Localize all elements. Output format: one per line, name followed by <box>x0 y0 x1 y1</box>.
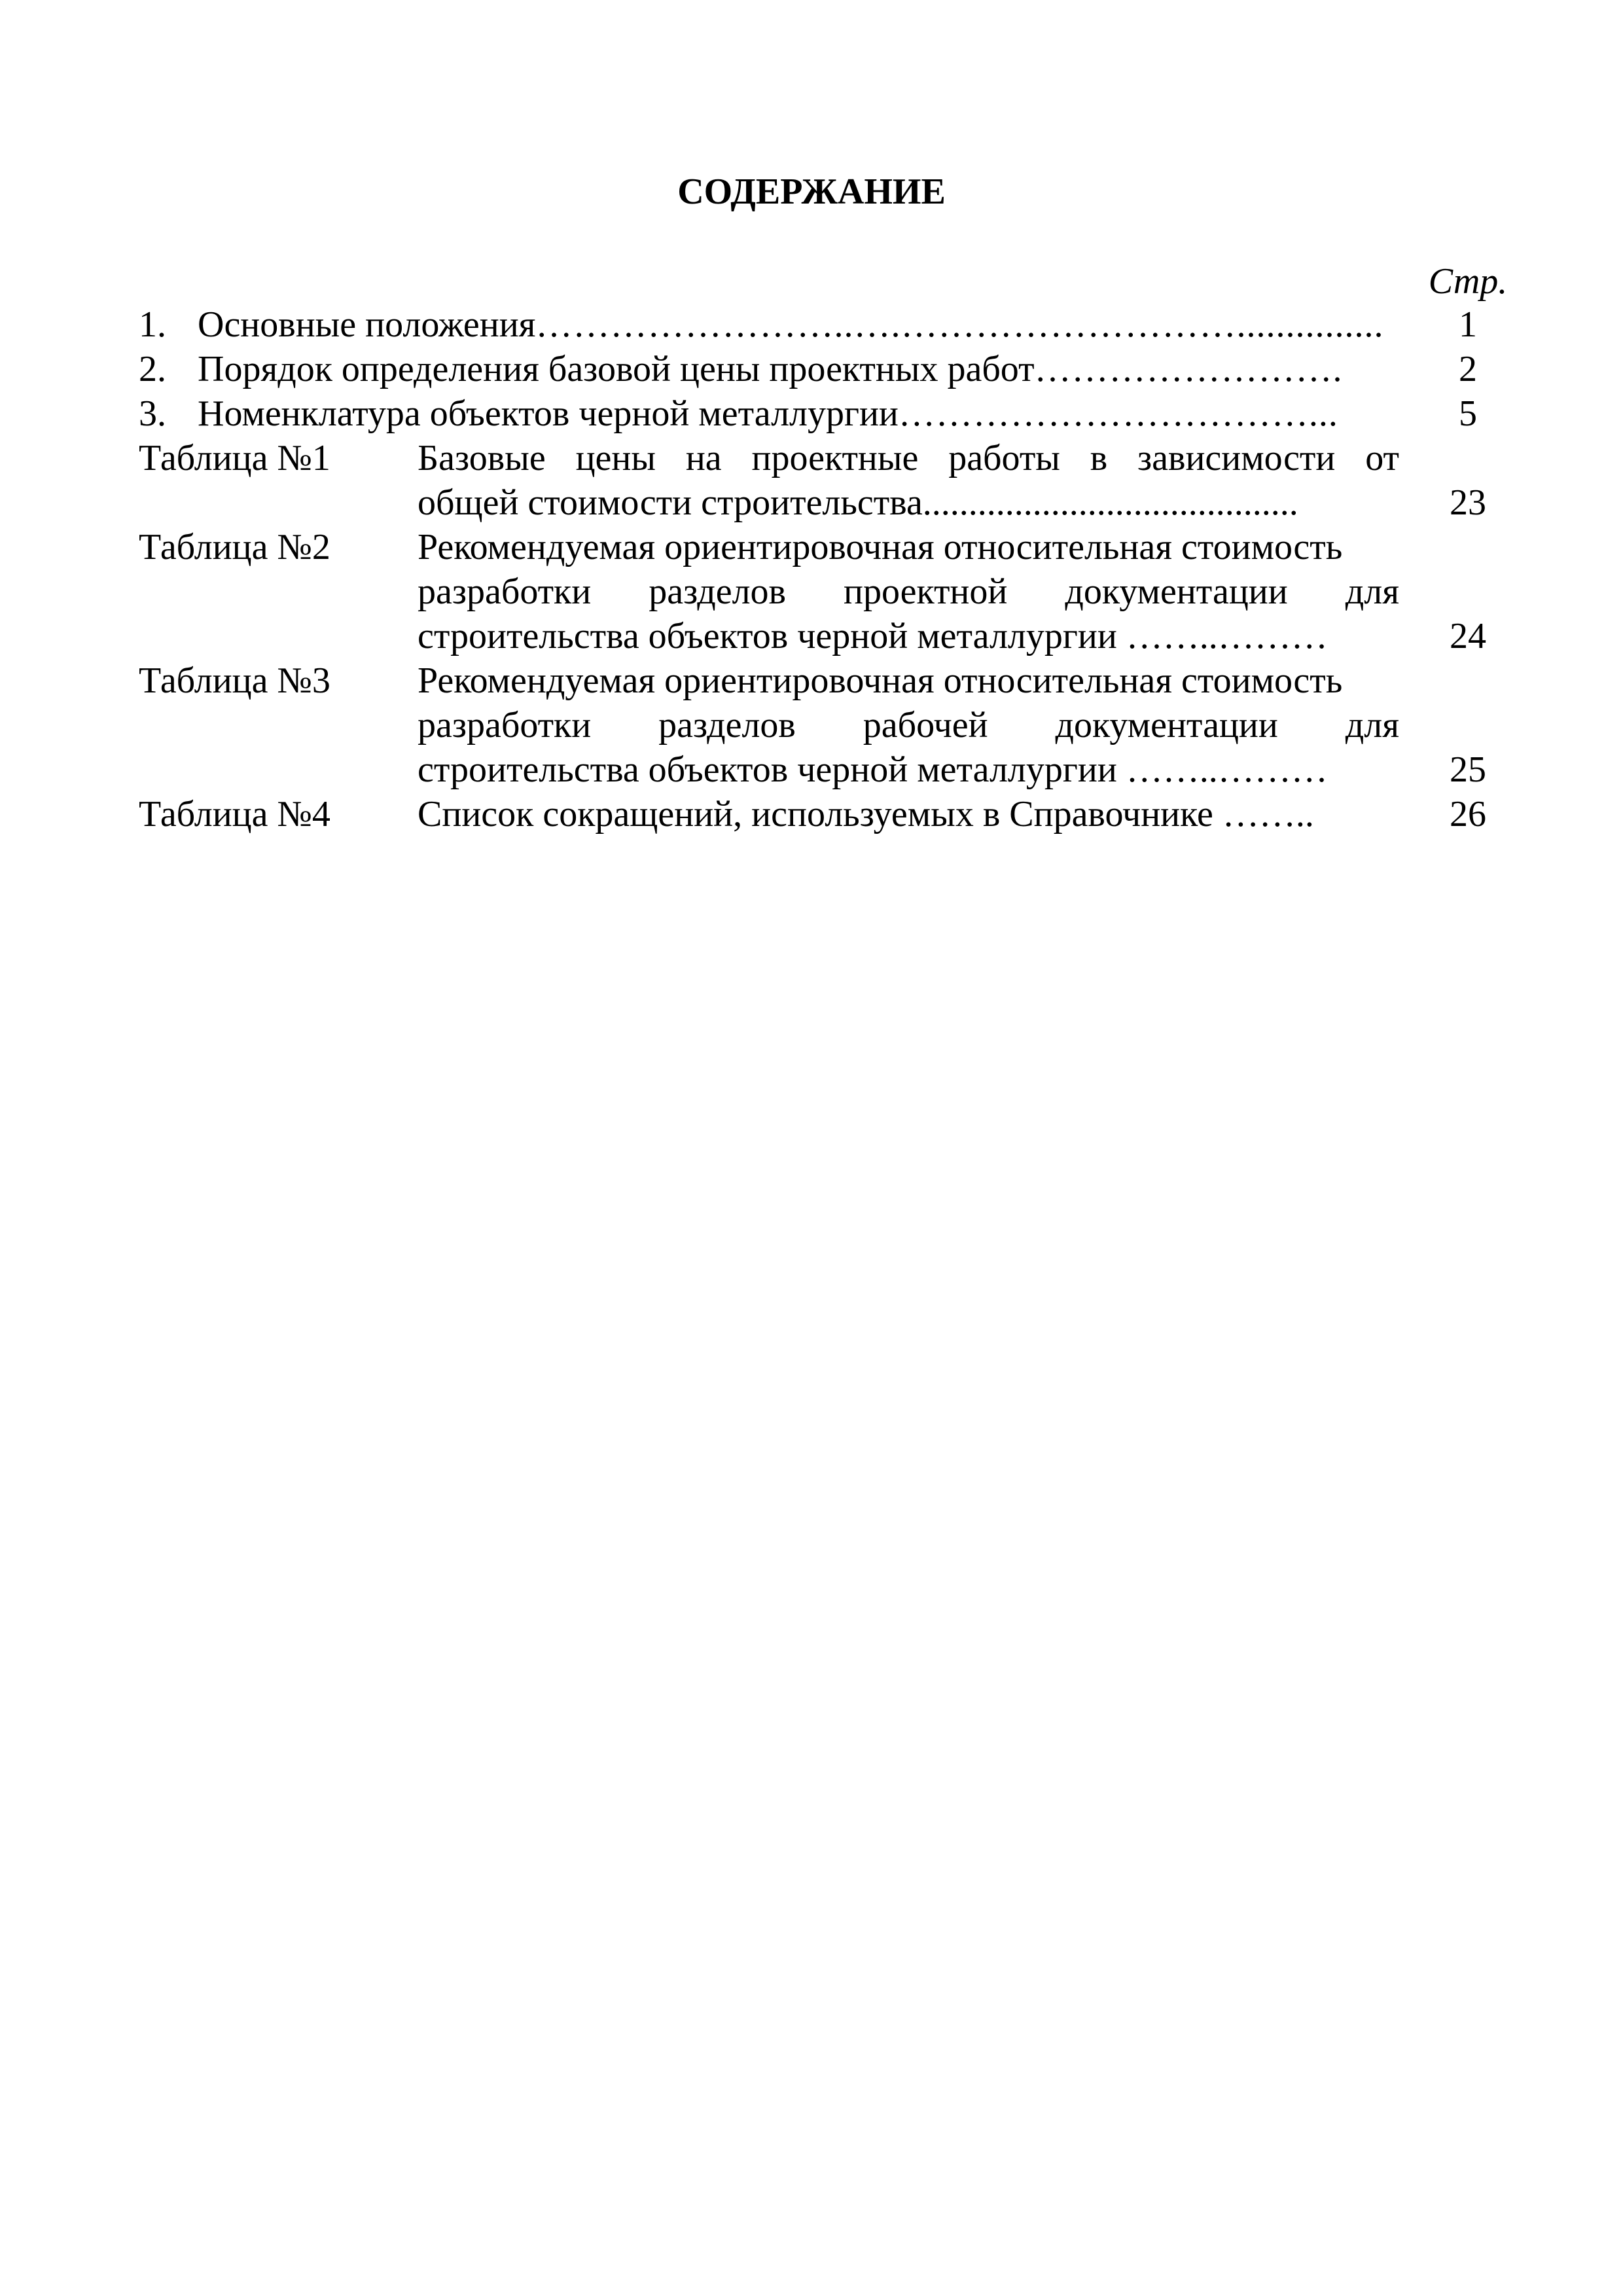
table-description-line-2 <box>418 569 1399 614</box>
toc-entry-section-2[interactable] <box>0 347 1623 391</box>
section-number: 3. <box>139 393 166 434</box>
word: зависимости <box>1137 438 1336 478</box>
page-number: 24 <box>1450 616 1486 656</box>
word: для <box>1345 571 1399 612</box>
section-title-text: Основные положения <box>198 304 536 345</box>
word: рабочей <box>863 705 988 745</box>
table-description-line-3: строительства объектов черной металлургии ……..……… <box>418 749 1328 790</box>
page-number: 23 <box>1450 482 1486 523</box>
page-number: 26 <box>1450 794 1486 834</box>
word: Базовые <box>418 438 546 478</box>
word: документации <box>1055 705 1278 745</box>
word: разделов <box>658 705 796 745</box>
word: разработки <box>418 705 592 745</box>
word: проектные <box>751 438 919 478</box>
word: разделов <box>649 571 786 612</box>
page-number: 25 <box>1450 749 1486 790</box>
table-description-line-2: общей стоимости строительства......................................... <box>418 482 1298 523</box>
section-title <box>198 347 1399 391</box>
table-label: Таблица №4 <box>139 794 330 834</box>
word: для <box>1345 705 1399 745</box>
table-description-line-1: Рекомендуемая ориентировочная относительная стоимость <box>418 660 1343 701</box>
table-description-line-3: строительства объектов черной металлургии ……..……… <box>418 616 1328 656</box>
toc-entry-section-3[interactable] <box>0 391 1623 436</box>
page-number: 2 <box>1459 349 1477 389</box>
word: работы <box>948 438 1060 478</box>
section-title <box>198 391 1399 436</box>
table-description-line-1 <box>418 436 1399 480</box>
leader-dots: ……………………. <box>1034 349 1343 389</box>
table-label: Таблица №2 <box>139 527 330 567</box>
leader-dots: ……………………………... <box>898 393 1338 434</box>
word: цены <box>575 438 656 478</box>
table-description-line-1: Рекомендуемая ориентировочная относительная стоимость <box>418 527 1343 567</box>
page-number: 5 <box>1459 393 1477 434</box>
word: проектной <box>843 571 1008 612</box>
table-label: Таблица №3 <box>139 660 330 701</box>
pages-column-header: Стр. <box>1428 261 1508 302</box>
section-number: 2. <box>139 349 166 389</box>
section-title <box>198 302 1399 347</box>
leader-dots: ……………………..….………………………............... <box>535 304 1384 345</box>
word: на <box>685 438 722 478</box>
page-title: СОДЕРЖАНИЕ <box>677 171 946 212</box>
toc-entry-section-1[interactable] <box>0 302 1623 347</box>
word: от <box>1365 438 1399 478</box>
section-title-text: Номенклатура объектов черной металлургии <box>198 393 899 434</box>
section-number: 1. <box>139 304 166 345</box>
table-label: Таблица №1 <box>139 438 330 478</box>
word: в <box>1090 438 1108 478</box>
page-number: 1 <box>1459 304 1477 345</box>
table-description-line-2 <box>418 703 1399 747</box>
section-title-text: Порядок определения базовой цены проектных работ <box>198 349 1035 389</box>
table-description-line-1: Список сокращений, используемых в Справочнике …….. <box>418 794 1314 834</box>
word: разработки <box>418 571 592 612</box>
word: документации <box>1065 571 1288 612</box>
